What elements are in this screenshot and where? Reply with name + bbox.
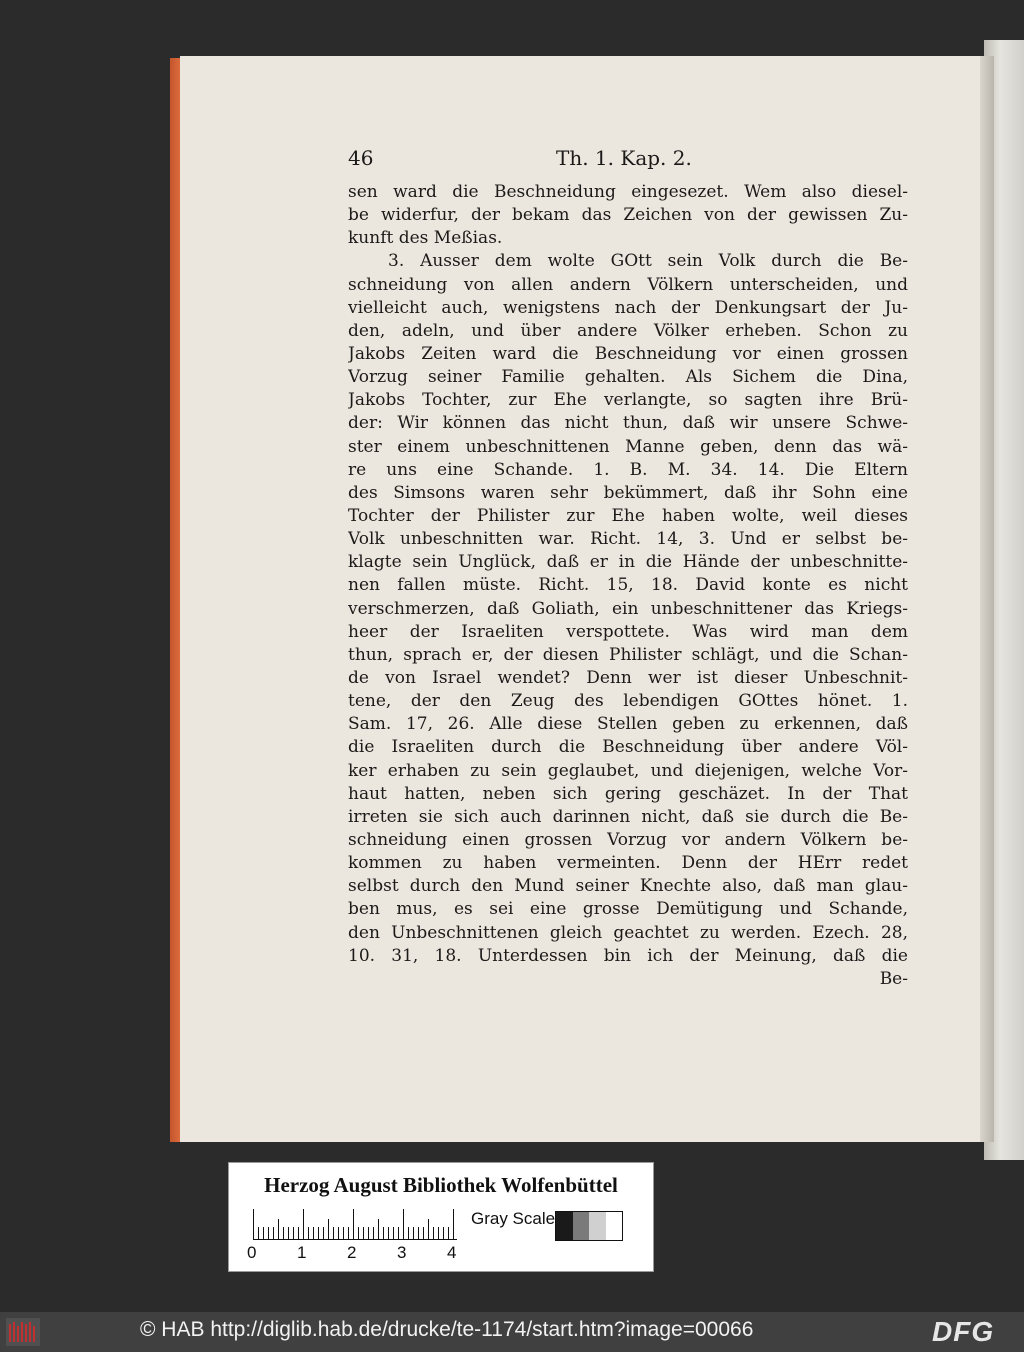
ruler-tick <box>253 1209 254 1239</box>
ruler-tick <box>273 1227 274 1239</box>
library-name: Herzog August Bibliothek Wolfenbüttel <box>264 1173 618 1197</box>
grayscale-swatch <box>573 1212 590 1240</box>
page-gutter <box>980 56 994 1142</box>
text-line: vielleicht auch, wenigstens nach der Denkungsart der Ju- <box>348 297 908 318</box>
ruler-tick <box>408 1227 409 1239</box>
text-line: des Simsons waren sehr bekümmert, daß ihr Sohn eine <box>348 482 908 503</box>
grayscale-swatch <box>556 1212 573 1240</box>
ruler-tick <box>383 1227 384 1239</box>
ruler-tick <box>438 1227 439 1239</box>
ruler-number: 0 <box>247 1243 257 1262</box>
ruler-number: 1 <box>297 1243 307 1262</box>
ruler-tick <box>333 1227 334 1239</box>
text-line: nen fallen müste. Richt. 15, 18. David konte es nicht <box>348 575 908 596</box>
ruler-tick <box>263 1227 264 1239</box>
text-line: Jakobs Zeiten ward die Beschneidung vor einen grossen <box>348 343 908 364</box>
text-line: Jakobs Tochter, zur Ehe verlangte, so sagten ihre Brü- <box>348 390 908 411</box>
text-line: verschmerzen, daß Goliath, ein unbeschnittener das Kriegs- <box>348 598 908 619</box>
text-line: 3. Ausser dem wolte GOtt sein Volk durch die Be- <box>388 251 908 272</box>
ruler-tick <box>258 1227 259 1239</box>
ruler-number: 2 <box>347 1243 357 1262</box>
ruler-tick <box>278 1219 279 1239</box>
text-line: haut hatten, neben sich gering geschäzet. In der That <box>348 783 908 804</box>
text-line: der: Wir können das nicht thun, daß wir unsere Schwe- <box>348 413 908 434</box>
catchword: Be- <box>879 968 908 989</box>
text-line: klagte sein Unglück, daß er in die Hände der unbeschnitte- <box>348 552 908 573</box>
ruler-tick <box>323 1227 324 1239</box>
ruler-tick <box>428 1219 429 1239</box>
ruler-tick <box>388 1227 389 1239</box>
ruler-tick <box>343 1227 344 1239</box>
ruler-tick <box>373 1227 374 1239</box>
page-number: 46 <box>348 146 374 170</box>
ruler-tick <box>363 1227 364 1239</box>
text-line: schneidung von allen andern Völkern unterscheiden, und <box>348 274 908 295</box>
ruler-tick <box>308 1227 309 1239</box>
ruler-tick <box>448 1227 449 1239</box>
ruler-tick <box>293 1227 294 1239</box>
ruler-tick <box>328 1219 329 1239</box>
ruler-tick <box>353 1209 354 1239</box>
text-line: ker erhaben zu sein geglaubet, und diejenigen, welche Vor- <box>348 760 908 781</box>
text-line: Tochter der Philister zur Ehe haben wolte, weil dieses <box>348 505 908 526</box>
text-line: sen ward die Beschneidung eingesezet. Wem also diesel- <box>348 182 908 202</box>
viewer-footer <box>0 1312 1024 1352</box>
text-line: Sam. 17, 26. Alle diese Stellen geben zu erkennen, daß <box>348 714 908 735</box>
text-line: ben mus, es sei eine grosse Demütigung und Schande, <box>348 899 908 920</box>
color-target-card <box>228 1162 654 1272</box>
text-line: Volk unbeschnitten war. Richt. 14, 3. Und er selbst be- <box>348 529 908 550</box>
grayscale-swatch <box>606 1212 623 1240</box>
ruler-tick <box>413 1227 414 1239</box>
ruler-tick <box>358 1227 359 1239</box>
ruler-tick <box>418 1227 419 1239</box>
ruler-tick <box>368 1227 369 1239</box>
text-line: Vorzug seiner Familie gehalten. Als Sichem die Dina, <box>348 367 908 388</box>
text-line: re uns eine Schande. 1. B. M. 34. 14. Die Eltern <box>348 459 908 480</box>
ruler-tick <box>403 1209 404 1239</box>
hab-barcode-logo-icon <box>6 1318 40 1346</box>
text-line: heer der Israeliten verspottete. Was wird man dem <box>348 621 908 642</box>
text-line: kommen zu haben vermeinten. Denn der HErr redet <box>348 853 908 874</box>
ruler-tick <box>298 1227 299 1239</box>
ruler-tick <box>283 1227 284 1239</box>
ruler-tick <box>288 1227 289 1239</box>
text-line: thun, sprach er, der diesen Philister schlägt, und die Schan- <box>348 644 908 665</box>
text-line: selbst durch den Mund seiner Knechte also, daß man glau- <box>348 876 908 897</box>
ruler-tick <box>313 1227 314 1239</box>
text-line: irreten sie sich auch darinnen nicht, daß sie durch die Be- <box>348 806 908 827</box>
text-line: den Unbeschnittenen gleich geachtet zu werden. Ezech. 28, <box>348 922 908 943</box>
ruler-tick <box>398 1227 399 1239</box>
ruler-tick <box>378 1219 379 1239</box>
chapter-title: Th. 1. Kap. 2. <box>556 146 692 170</box>
measurement-ruler <box>253 1209 457 1240</box>
text-line: den, adeln, und über andere Völker erheben. Schon zu <box>348 320 908 341</box>
text-line: schneidung einen grossen Vorzug vor andern Völkern be- <box>348 829 908 850</box>
text-line: die Israeliten durch die Beschneidung über andere Völ- <box>348 737 908 758</box>
ruler-tick <box>423 1227 424 1239</box>
source-link[interactable]: © HAB http://diglib.hab.de/drucke/te-1174/start.htm?image=00066 <box>140 1318 754 1341</box>
text-line: tene, der den Zeug des lebendigen GOttes hönet. 1. <box>348 691 908 712</box>
ruler-tick <box>303 1209 304 1239</box>
grayscale-bar <box>555 1211 623 1241</box>
text-line: de von Israel wendet? Denn wer ist dieser Unbeschnit- <box>348 667 908 688</box>
ruler-number: 3 <box>397 1243 407 1262</box>
ruler-numbers <box>247 1243 507 1263</box>
dfg-logo: DFG <box>932 1316 995 1347</box>
page-text <box>348 181 908 991</box>
ruler-tick <box>318 1227 319 1239</box>
grayscale-label: Gray Scale <box>471 1209 556 1228</box>
ruler-tick <box>338 1227 339 1239</box>
text-line: kunft des Meßias. <box>348 228 503 249</box>
running-head <box>348 146 908 176</box>
ruler-tick <box>433 1227 434 1239</box>
text-line: ster einem unbeschnittenen Manne geben, denn das wä- <box>348 436 908 457</box>
text-line: be widerfur, der bekam das Zeichen von der gewissen Zu- <box>348 205 908 226</box>
ruler-tick <box>268 1227 269 1239</box>
grayscale-swatch <box>589 1212 606 1240</box>
ruler-tick <box>348 1227 349 1239</box>
ruler-tick <box>453 1209 454 1239</box>
text-line: 10. 31, 18. Unterdessen bin ich der Meinung, daß die <box>348 945 908 966</box>
ruler-tick <box>393 1227 394 1239</box>
ruler-tick <box>443 1227 444 1239</box>
ruler-number: 4 <box>447 1243 457 1262</box>
